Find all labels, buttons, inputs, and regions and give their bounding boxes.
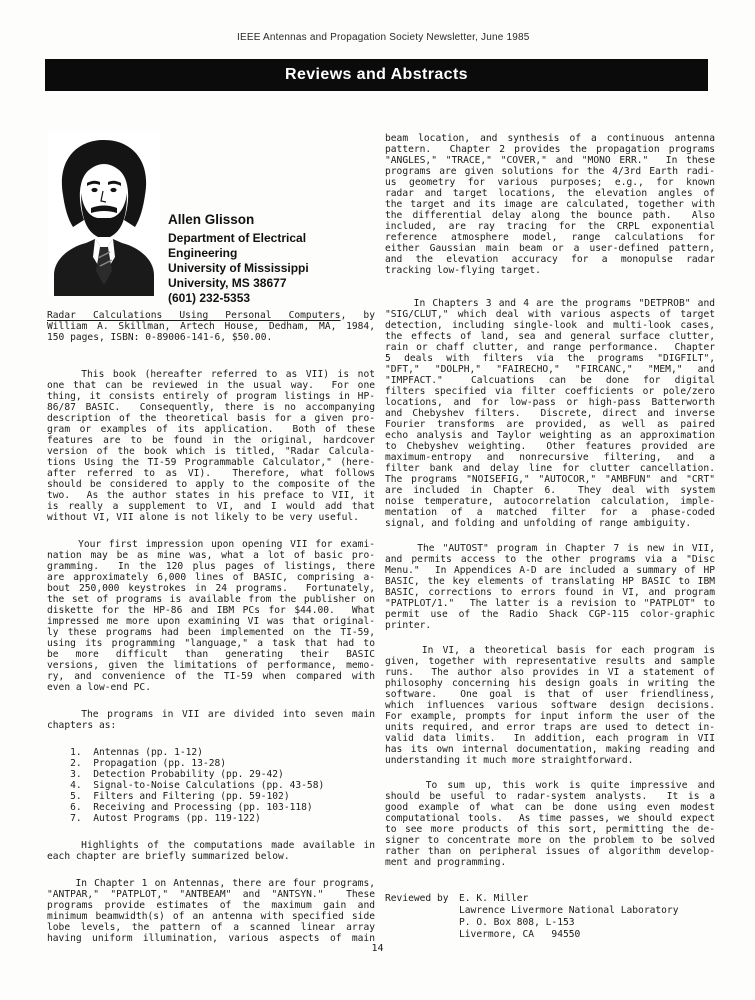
text-line: Menu." In Appendices A-D are included a summary of HP bbox=[385, 565, 715, 576]
text-line: The programs "NOISEFIG," "AUTOCOR," "AMBFUN" and "CRT" bbox=[385, 474, 715, 485]
text-line: Highlights of the computations made available in bbox=[47, 840, 376, 851]
text-line: "IMPFACT." Calcuations can be done for digital bbox=[385, 375, 715, 386]
text-line: good example of what can be done using even modest bbox=[385, 802, 715, 813]
author-department: Department of Electrical bbox=[168, 231, 307, 245]
text-line: mentation of a matched filter for a phase-coded bbox=[385, 507, 715, 518]
text-line: radar and target locations, the elevation angles of bbox=[385, 188, 715, 199]
text-line: has its own internal documentation, making reading and bbox=[385, 744, 715, 755]
text-line: filters specified via filter coefficients or pole/zero bbox=[385, 386, 715, 397]
text-line: using its programming "language," a task that had to bbox=[47, 638, 375, 649]
text-line: nation may be as mine was, what a lot of basic pro- bbox=[47, 550, 375, 561]
paragraph bbox=[47, 369, 375, 523]
paragraph bbox=[385, 780, 715, 868]
citation-line-1 bbox=[47, 310, 375, 321]
author-university: University of Mississippi bbox=[168, 261, 309, 275]
text-line: "PATPLOT/1." The latter is a revision to "PATPLOT" to bbox=[385, 598, 715, 609]
text-line: the target and its image are calculated, together with bbox=[385, 199, 715, 210]
reviewer-affiliation: Lawrence Livermore National Laboratory bbox=[459, 905, 679, 916]
text-line: 6. Receiving and Processing (pp. 103-118) bbox=[47, 802, 313, 813]
text-line: units required, and error traps are used to detect in- bbox=[385, 722, 715, 733]
text-line: For example, prompts for input inform the user of the bbox=[385, 711, 715, 722]
text-line: the effects of land, sea and general surface clutter, bbox=[385, 331, 715, 342]
reviewer-label: Reviewed by bbox=[385, 893, 449, 904]
text-line: echo analysis and Taylor weighting as an approximation bbox=[385, 430, 715, 441]
text-line: 7. Autost Programs (pp. 119-122) bbox=[47, 813, 261, 824]
left-column-text bbox=[47, 369, 375, 944]
text-line: gram or examples of its application. Both of these bbox=[47, 424, 375, 435]
text-line: and Chebyshev filters. Discrete, direct and inverse bbox=[385, 408, 715, 419]
text-line: to Chebyshev weighting. Other features provided are bbox=[385, 441, 715, 452]
text-line: printer. bbox=[385, 620, 432, 631]
paragraph bbox=[385, 298, 715, 529]
text-line: 86/87 BASIC. Consequently, there is no accompanying bbox=[47, 402, 375, 413]
reviewer-address: P. O. Box 808, L-153 bbox=[459, 917, 575, 928]
text-line: 5 deals with filters via the programs "DIGFILT", bbox=[385, 353, 715, 364]
text-line: 3. Detection Probability (pp. 29-42) bbox=[47, 769, 284, 780]
text-line: software. One goal is that of user friendliness, bbox=[385, 689, 715, 700]
author-info bbox=[168, 212, 309, 306]
text-line: version of the book which is titled, "Radar Calcula- bbox=[47, 446, 375, 457]
text-line: chapters as: bbox=[47, 720, 117, 731]
text-line: and permits access to the other programs via a "Disc bbox=[385, 554, 715, 565]
paragraph bbox=[385, 543, 715, 631]
text-line: the set of programs is available from the publisher on bbox=[47, 594, 375, 605]
text-line: "DFT," "DOLPH," "FAIRECHO," "FIRCANC," "MEM," and bbox=[385, 364, 715, 375]
text-line: ment and programming. bbox=[385, 857, 507, 868]
text-line: "SIG/CLUT," which deal with various aspects of target bbox=[385, 309, 715, 320]
text-line: having uniform illumination, various aspects of main bbox=[47, 933, 375, 944]
paragraph bbox=[385, 645, 715, 766]
text-line: The programs in VII are divided into seven main bbox=[47, 709, 375, 720]
text-line: 5. Filters and Filtering (pp. 59-102) bbox=[47, 791, 290, 802]
text-line: tions Using the TI-59 Programmable Calculator," (here- bbox=[47, 457, 375, 468]
paragraph bbox=[47, 709, 375, 731]
paragraph bbox=[47, 878, 375, 944]
author-name: Allen Glisson bbox=[168, 212, 255, 227]
text-line: BASIC, the key elements of translating HP BASIC to IBM bbox=[385, 576, 715, 587]
reviewer-block bbox=[385, 893, 715, 941]
right-column-text bbox=[385, 133, 715, 868]
author-address: University, MS 38677 bbox=[168, 276, 287, 290]
right-column bbox=[385, 133, 715, 941]
text-line: understanding it much more straightforward. bbox=[385, 755, 634, 766]
text-line: Your first impression upon opening VII for exami- bbox=[47, 539, 375, 550]
text-line: included, are ray tracing for the CRPL exponential bbox=[385, 221, 715, 232]
text-line: after referred to as VI). Therefore, what follows bbox=[47, 468, 375, 479]
book-citation bbox=[47, 310, 375, 343]
text-line: given, together with representative results and sample bbox=[385, 656, 715, 667]
author-department-2: Engineering bbox=[168, 246, 238, 260]
text-line: bout 250,000 keystrokes in 24 programs. Fortunately, bbox=[47, 583, 375, 594]
text-line: to see more products of this sort, permitting the de- bbox=[385, 824, 715, 835]
text-line: BASIC, corrections to errors found in VI, and program bbox=[385, 587, 715, 598]
author-photo bbox=[48, 133, 160, 296]
text-line: ly these programs had been implemented on the TI-59, bbox=[47, 627, 375, 638]
text-line: and the elevation accuracy for a monopulse radar bbox=[385, 254, 715, 265]
text-line: either Gaussian main beam or a user-defined pattern, bbox=[385, 243, 715, 254]
text-line: reference atmosphere model, range calculations for bbox=[385, 232, 715, 243]
paragraph bbox=[47, 539, 375, 693]
text-line: pattern. Chapter 2 provides the propagation programs bbox=[385, 144, 715, 155]
citation-line-3: 150 pages, ISBN: 0-89006-141-6, $50.00. bbox=[47, 332, 273, 343]
text-line: In VI, a theoretical basis for each program is bbox=[385, 645, 715, 656]
paragraph bbox=[385, 133, 715, 276]
text-line: are included in Chapter 6. They deal with system bbox=[385, 485, 715, 496]
text-line: In Chapter 1 on Antennas, there are four programs, bbox=[47, 878, 375, 889]
text-line: This book (hereafter referred to as VII) is not bbox=[47, 369, 375, 380]
text-line: lobe levels, the pattern of a scanned linear array bbox=[47, 922, 375, 933]
text-line: permit use of the Radio Shack CGP-115 color-graphic bbox=[385, 609, 715, 620]
text-line: programs are given solutions for the 4/3rd Earth radi- bbox=[385, 166, 715, 177]
text-line: "ANTPAR," "PATPLOT," "ANTBEAM" and "ANTSYN." These bbox=[47, 889, 375, 900]
text-line: us geometry for various purposes; e.g., for known bbox=[385, 177, 715, 188]
text-line: which influences various software design decisions. bbox=[385, 700, 715, 711]
text-line: ry, and convenience of the TI-59 when compared with bbox=[47, 671, 375, 682]
text-line: filter bank and delay line for clutter cancellation. bbox=[385, 463, 715, 474]
text-line: should be considered to apply to the composite of the bbox=[47, 479, 375, 490]
masthead: IEEE Antennas and Propagation Society Newsletter, June 1985 bbox=[237, 32, 530, 43]
text-line: the differential delay along the bounce path. Also bbox=[385, 210, 715, 221]
text-line: tracking low-flying target. bbox=[385, 265, 541, 276]
author-phone: (601) 232-5353 bbox=[168, 291, 251, 305]
section-title: Reviews and Abstracts bbox=[285, 66, 468, 83]
reviewer-city: Livermore, CA 94550 bbox=[459, 929, 581, 940]
text-line: noise temperature, autocorrelation calculation, imple- bbox=[385, 496, 715, 507]
text-line: The "AUTOST" program in Chapter 7 is new in VII, bbox=[385, 543, 715, 554]
text-line: 2. Propagation (pp. 13-28) bbox=[47, 758, 227, 769]
text-line: is really a supplement to VI, and I would add that bbox=[47, 501, 375, 512]
text-line: "ANGLES," "TRACE," "COVER," and "MONO ERR." In these bbox=[385, 155, 715, 166]
chapter-list bbox=[47, 747, 375, 824]
citation-line-2: William A. Skillman, Artech House, Dedham, MA, 1984, bbox=[47, 321, 375, 332]
page-number: 14 bbox=[371, 943, 384, 954]
text-line: gramming. In the 120 plus pages of listings, there bbox=[47, 561, 375, 572]
text-line: one that can be reviewed in the usual way. For one bbox=[47, 380, 375, 391]
text-line: philosophy concerning his design goals in writing the bbox=[385, 678, 715, 689]
paragraph bbox=[47, 840, 375, 862]
text-line: detection, including single-look and multi-look cases, bbox=[385, 320, 715, 331]
text-line: rain or chaff clutter, and range performance. Chapter bbox=[385, 342, 715, 353]
text-line: even a low-end PC. bbox=[47, 682, 151, 693]
text-line: To sum up, this work is quite impressive and bbox=[385, 780, 715, 791]
text-line: minimum beamwidth(s) of an antenna with specified side bbox=[47, 911, 375, 922]
text-line: without VI, VII alone is not likely to be very useful. bbox=[47, 512, 359, 523]
reviewer-name: E. K. Miller bbox=[459, 893, 529, 904]
text-line: be more difficult than generating their BASIC bbox=[47, 649, 375, 660]
text-line: locations, and for low-pass or high-pass Batterworth bbox=[385, 397, 715, 408]
book-title: Radar Calculations Using Personal Computers bbox=[47, 310, 341, 321]
text-line: features are to be found in the original, hardcover bbox=[47, 435, 375, 446]
text-line: computational tools. As time passes, we should expect bbox=[385, 813, 715, 824]
section-title-bar bbox=[45, 59, 708, 91]
text-line: 4. Signal-to-Noise Calculations (pp. 43-58) bbox=[47, 780, 325, 791]
portrait-illustration bbox=[48, 133, 160, 296]
citation-byline: , by bbox=[340, 310, 375, 321]
text-line: are approximately 6,000 lines of BASIC, comprising a- bbox=[47, 572, 375, 583]
text-line: signer to concentrate more on the problem to be solved bbox=[385, 835, 715, 846]
text-line: description of the theoretical basis for a given pro- bbox=[47, 413, 375, 424]
text-line: impressed me more upon examining VI was that original- bbox=[47, 616, 375, 627]
text-line: In Chapters 3 and 4 are the programs "DETPROB" and bbox=[385, 298, 715, 309]
left-column bbox=[47, 310, 375, 960]
text-line: thing, it consists entirely of program listings in HP- bbox=[47, 391, 375, 402]
text-line: rather than on peripheral issues of algorithm develop- bbox=[385, 846, 715, 857]
text-line: diskette for the HP-86 and IBM PCs for $44.00. What bbox=[47, 605, 375, 616]
text-line: two. As the author states in his preface to VII, it bbox=[47, 490, 375, 501]
text-line: runs. The author also provides in VI a statement of bbox=[385, 667, 715, 678]
text-line: valid data limits. In addition, each program in VII bbox=[385, 733, 715, 744]
text-line: versions, given the limitations of performance, memo- bbox=[47, 660, 375, 671]
text-line: should be useful to radar-system analysts. It is a bbox=[385, 791, 715, 802]
reviewer-details bbox=[459, 893, 679, 941]
text-line: maximum-entropy and nonrecursive filtering, and a bbox=[385, 452, 715, 463]
text-line: signal, and folding and unfolding of range ambiguity. bbox=[385, 518, 692, 529]
text-line: Fourier transforms are provided, as well as paired bbox=[385, 419, 715, 430]
text-line: programs provide estimates of the maximum gain and bbox=[47, 900, 375, 911]
text-line: beam location, and synthesis of a continuous antenna bbox=[385, 133, 715, 144]
text-line: 1. Antennas (pp. 1-12) bbox=[47, 747, 203, 758]
text-line: each chapter are briefly summarized below. bbox=[47, 851, 290, 862]
